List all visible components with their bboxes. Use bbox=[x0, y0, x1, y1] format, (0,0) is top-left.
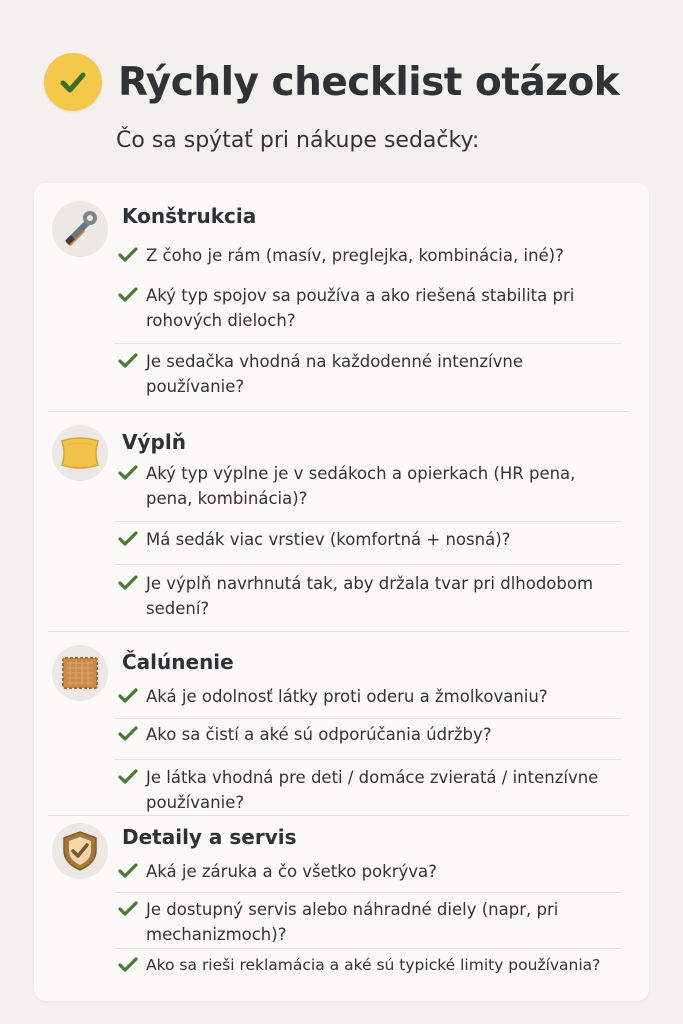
check-icon bbox=[116, 767, 140, 787]
header bbox=[44, 52, 619, 112]
item-text: Je látka vhodná pre deti / domáce zvieratá / intenzívne používanie? bbox=[146, 768, 599, 812]
item-divider bbox=[114, 521, 621, 522]
check-icon bbox=[116, 899, 140, 919]
checklist-item bbox=[116, 349, 621, 399]
check-icon bbox=[116, 861, 140, 881]
checklist-item bbox=[116, 571, 621, 621]
item-divider bbox=[114, 948, 621, 949]
item-text: Aký typ spojov sa používa a ako riešená stabilita pri rohových dieloch? bbox=[146, 286, 575, 330]
section-title: Výplň bbox=[122, 430, 186, 454]
checklist-item bbox=[116, 527, 621, 552]
item-text: Má sedák viac vrstiev (komfortná + nosná)? bbox=[146, 530, 511, 549]
item-divider bbox=[114, 564, 621, 565]
section-title: Čalúnenie bbox=[122, 650, 234, 674]
item-text: Ako sa rieši reklamácia a aké sú typické limity používania? bbox=[146, 956, 601, 974]
check-icon bbox=[116, 351, 140, 371]
check-icon bbox=[116, 245, 140, 265]
item-text: Ako sa čistí a aké sú odporúčania údržby? bbox=[146, 725, 492, 744]
checklist-item bbox=[116, 684, 621, 709]
item-text: Je sedačka vhodná na každodenné intenzívne používanie? bbox=[146, 352, 523, 396]
checklist-item bbox=[116, 859, 621, 884]
section-divider bbox=[48, 631, 629, 632]
checklist-item bbox=[116, 243, 621, 268]
item-divider bbox=[114, 759, 621, 760]
cushion-icon bbox=[52, 425, 108, 481]
checklist-card bbox=[34, 183, 649, 1001]
checkmark-badge-icon bbox=[44, 53, 102, 111]
item-text: Aká je odolnosť látky proti oderu a žmolkovaniu? bbox=[146, 687, 548, 706]
section-divider bbox=[48, 815, 629, 816]
section-title: Detaily a servis bbox=[122, 825, 297, 849]
item-text: Je výplň navrhnutá tak, aby držala tvar pri dlhodobom sedení? bbox=[146, 574, 594, 618]
item-text: Z čoho je rám (masív, preglejka, kombinácia, iné)? bbox=[146, 246, 564, 265]
page-subtitle: Čo sa spýtať pri nákupe sedačky: bbox=[116, 128, 480, 153]
check-icon bbox=[116, 573, 140, 593]
item-divider bbox=[114, 343, 621, 344]
shield-check-icon bbox=[52, 823, 108, 879]
item-text: Aký typ výplne je v sedákoch a opierkach (HR pena, pena, kombinácia)? bbox=[146, 464, 576, 508]
checklist-item bbox=[116, 765, 621, 815]
checklist-item bbox=[116, 283, 621, 333]
fabric-swatch-icon bbox=[52, 645, 108, 701]
check-icon bbox=[116, 686, 140, 706]
check-icon bbox=[116, 529, 140, 549]
tools-icon bbox=[52, 201, 108, 257]
section-title: Konštrukcia bbox=[122, 204, 257, 228]
item-text: Je dostupný servis alebo náhradné diely (napr, pri mechanizmoch)? bbox=[146, 900, 559, 944]
item-divider bbox=[114, 718, 621, 719]
check-icon bbox=[116, 285, 140, 305]
checklist-item bbox=[116, 722, 621, 747]
item-text: Aká je záruka a čo všetko pokrýva? bbox=[146, 862, 437, 881]
section-divider bbox=[48, 411, 629, 412]
check-icon bbox=[116, 724, 140, 744]
checklist-item bbox=[116, 897, 621, 947]
page-title: Rýchly checklist otázok bbox=[118, 59, 620, 105]
checklist-item bbox=[116, 461, 621, 511]
item-divider bbox=[114, 892, 621, 893]
check-icon bbox=[116, 463, 140, 483]
check-icon bbox=[116, 955, 140, 975]
checklist-item bbox=[116, 953, 621, 978]
